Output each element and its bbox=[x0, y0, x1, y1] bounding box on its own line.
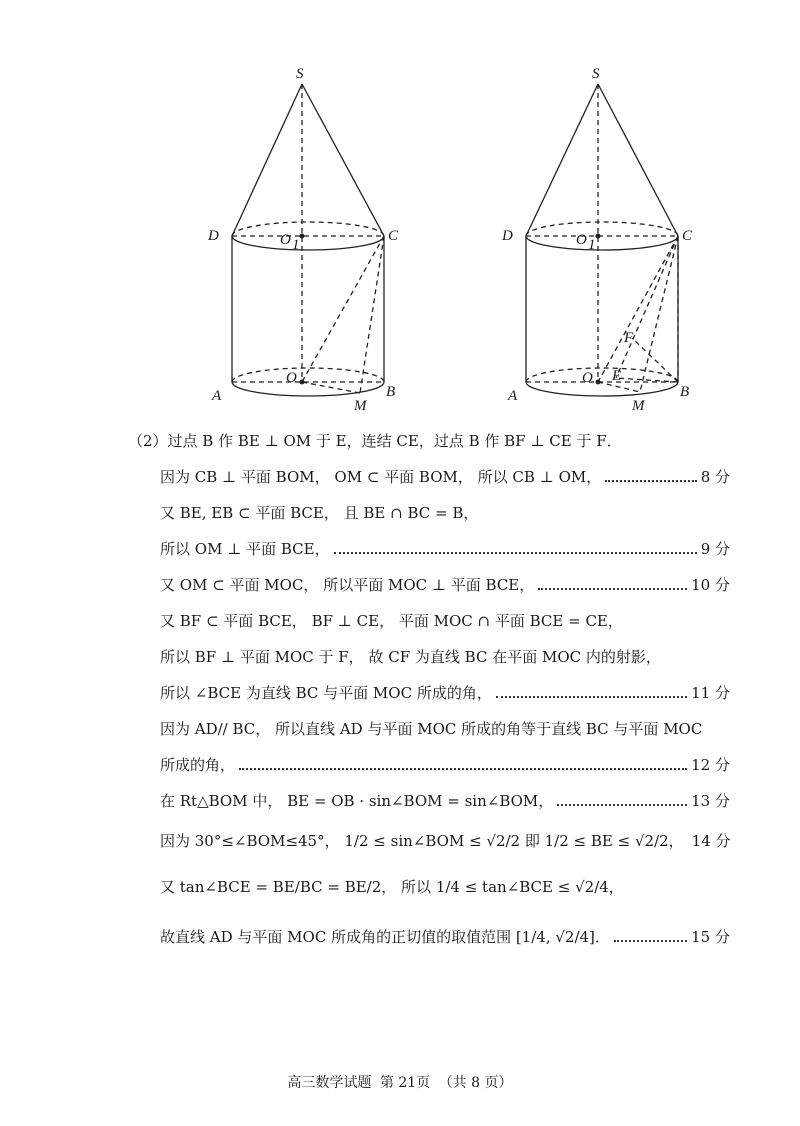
page-footer bbox=[0, 1072, 800, 1092]
score-label: 11 分 bbox=[691, 684, 730, 702]
top-ellipse-front bbox=[526, 236, 678, 250]
segment-cm bbox=[640, 236, 678, 392]
figure-right-svg bbox=[490, 60, 720, 420]
segment-co bbox=[302, 236, 384, 382]
label-d: D bbox=[208, 228, 219, 244]
label-o: O bbox=[582, 370, 593, 386]
leader-dots bbox=[614, 940, 687, 942]
point-o1 bbox=[300, 234, 305, 239]
segment-cm bbox=[360, 236, 384, 393]
solution-line bbox=[160, 610, 730, 632]
score-label: 10 分 bbox=[691, 576, 730, 594]
top-ellipse-front bbox=[232, 236, 384, 250]
leader-dots bbox=[557, 804, 687, 806]
solution-line bbox=[160, 646, 730, 668]
label-s: S bbox=[592, 66, 600, 82]
solution-line bbox=[160, 926, 730, 948]
solution-line bbox=[160, 830, 730, 852]
label-a: A bbox=[508, 388, 518, 404]
line-text: 因为 30°≤∠BOM≤45°， 1/2 ≤ sin∠BOM ≤ √2/2 即 1/2 ≤ BE ≤ √2/2， bbox=[160, 832, 684, 850]
line-text: 所以 OM ⊥ 平面 BCE， bbox=[160, 540, 330, 558]
footer-title: 高三数学试题 bbox=[287, 1075, 372, 1091]
line-text: 又 OM ⊂ 平面 MOC， 所以平面 MOC ⊥ 平面 BCE， bbox=[160, 576, 535, 594]
score-label: 9 分 bbox=[700, 540, 730, 558]
score-label: 12 分 bbox=[691, 756, 730, 774]
cylinder-cone-figure-right bbox=[490, 60, 720, 424]
label-b: B bbox=[386, 384, 396, 400]
score-label: 15 分 bbox=[691, 928, 730, 946]
line-text: 又 BE, EB ⊂ 平面 BCE， 且 BE ∩ BC = B， bbox=[160, 504, 479, 522]
segment-co bbox=[598, 236, 678, 382]
segment-ce bbox=[616, 236, 678, 378]
label-d: D bbox=[502, 228, 513, 244]
score-label: 8 分 bbox=[700, 468, 730, 486]
label-m: M bbox=[632, 398, 645, 414]
solution-line bbox=[160, 502, 730, 524]
solution-line bbox=[128, 430, 698, 452]
solution-line bbox=[160, 466, 730, 488]
line-text: 又 tan∠BCE = BE/BC = BE/2， 所以 1/4 ≤ tan∠BCE ≤ √2/4， bbox=[160, 878, 624, 896]
leader-dots bbox=[605, 480, 696, 482]
solution-line bbox=[160, 754, 730, 776]
line-text: 在 Rt△BOM 中， BE = OB · sin∠BOM = sin∠BOM， bbox=[160, 792, 554, 810]
leader-dots bbox=[239, 768, 687, 770]
line-text: 因为 AD// BC， 所以直线 AD 与平面 MOC 所成的角等于直线 BC 与平面 MOC bbox=[160, 720, 703, 738]
leader-dots bbox=[334, 552, 697, 554]
top-ellipse-back bbox=[526, 222, 678, 236]
label-e: E bbox=[612, 368, 622, 384]
solution-line bbox=[160, 538, 730, 560]
label-o1-sub: 1 bbox=[292, 237, 300, 253]
cylinder-cone-figure-left bbox=[190, 60, 420, 424]
label-m: M bbox=[354, 398, 367, 414]
point-o1 bbox=[596, 234, 601, 239]
score-label: 14 分 bbox=[691, 832, 731, 850]
point-o bbox=[300, 380, 305, 385]
solution-line bbox=[160, 876, 730, 898]
top-ellipse-back bbox=[232, 222, 384, 236]
leader-dots bbox=[538, 588, 687, 590]
bottom-ellipse-front bbox=[526, 382, 678, 396]
line-text: 又 BF ⊂ 平面 BCE， BF ⊥ CE， 平面 MOC ∩ 平面 BCE = CE， bbox=[160, 612, 623, 630]
solution-line bbox=[160, 718, 730, 740]
score-label: 13 分 bbox=[691, 792, 730, 810]
label-c: C bbox=[388, 228, 399, 244]
leader-dots bbox=[496, 696, 687, 698]
label-c: C bbox=[682, 228, 693, 244]
point-o bbox=[596, 380, 601, 385]
cone-side-sd bbox=[232, 84, 302, 236]
label-o1: O bbox=[280, 232, 291, 248]
segment-om bbox=[302, 382, 360, 393]
label-o1: O bbox=[576, 232, 587, 248]
label-f: F bbox=[624, 330, 634, 346]
cone-side-sd bbox=[526, 84, 598, 236]
footer-total: （共 8 页） bbox=[438, 1075, 513, 1091]
label-o: O bbox=[286, 370, 297, 386]
segment-bf bbox=[632, 338, 678, 382]
label-o1-sub: 1 bbox=[588, 237, 596, 253]
line-text: 所成的角， bbox=[160, 756, 236, 774]
line-text: 故直线 AD 与平面 MOC 所成角的正切值的取值范围 [1/4, √2/4]． bbox=[160, 928, 610, 946]
figure-left-svg bbox=[190, 60, 420, 420]
label-a: A bbox=[212, 388, 222, 404]
cone-side-sc bbox=[302, 84, 384, 236]
line-text: （2）过点 B 作 BE ⊥ OM 于 E，连结 CE，过点 B 作 BF ⊥ CE 于 F． bbox=[128, 432, 622, 450]
solution-line bbox=[160, 790, 730, 812]
line-text: 所以 ∠BCE 为直线 BC 与平面 MOC 所成的角， bbox=[160, 684, 492, 702]
label-s: S bbox=[296, 66, 304, 82]
solution-line bbox=[160, 574, 730, 596]
line-text: 所以 BF ⊥ 平面 MOC 于 F， 故 CF 为直线 BC 在平面 MOC 内的射影， bbox=[160, 648, 661, 666]
cone-side-sc bbox=[598, 84, 678, 236]
solution-line bbox=[160, 682, 730, 704]
label-b: B bbox=[680, 384, 690, 400]
line-text: 因为 CB ⊥ 平面 BOM， OM ⊂ 平面 BOM， 所以 CB ⊥ OM， bbox=[160, 468, 602, 486]
footer-page: 第 21页 bbox=[379, 1075, 431, 1091]
